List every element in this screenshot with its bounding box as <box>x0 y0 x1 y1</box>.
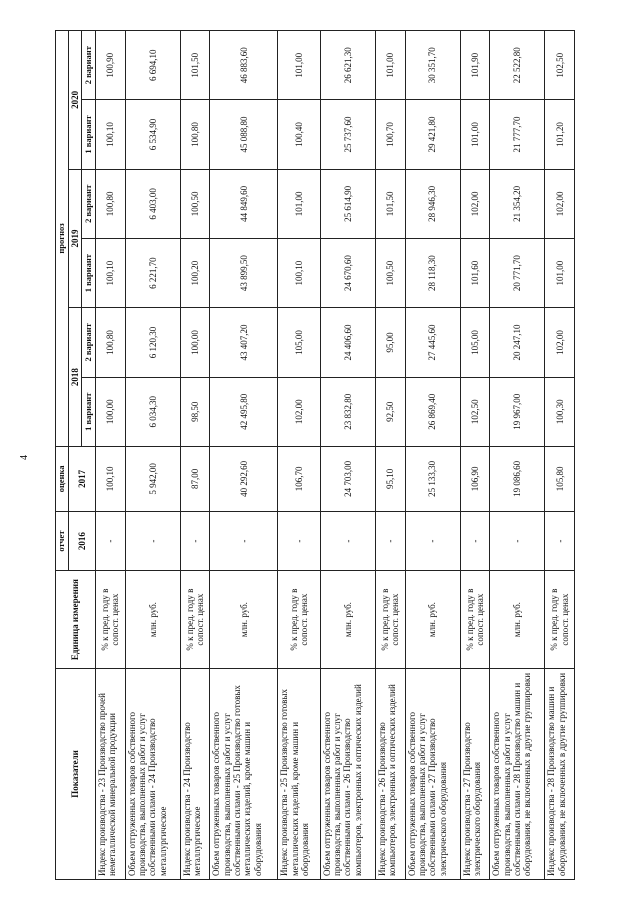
value-cell: 30 351,70 <box>405 31 460 100</box>
table-row <box>278 31 320 880</box>
value-cell: 100,40 <box>278 100 320 169</box>
table-row <box>545 31 575 880</box>
value-cell: 98,50 <box>180 377 209 446</box>
value-cell: 43 899,50 <box>210 238 278 307</box>
value-cell: 100,50 <box>180 169 209 238</box>
indicator-header: Показатели <box>56 668 96 879</box>
value-cell: 22 522,80 <box>490 31 545 100</box>
value-cell: 28 946,30 <box>405 169 460 238</box>
indicator-cell: Индекс производства - 23 Производство прочей неметаллической минеральной продукции <box>96 668 125 879</box>
value-cell: - <box>320 511 375 571</box>
variant-2-header: 2 вариант <box>82 169 96 238</box>
table-row <box>320 31 375 880</box>
value-cell: 102,50 <box>545 31 575 100</box>
indicator-cell: Индекс производства - 24 Производство металлургическое <box>180 668 209 879</box>
value-cell: 6 120,30 <box>125 308 180 377</box>
unit-cell: % к пред. году в сопост. ценах <box>180 571 209 668</box>
value-cell: 102,00 <box>545 308 575 377</box>
value-cell: 23 832,80 <box>320 377 375 446</box>
value-cell: 95,00 <box>376 308 405 377</box>
value-cell: 20 247,10 <box>490 308 545 377</box>
variant-2-header: 2 вариант <box>82 308 96 377</box>
unit-cell: млн. руб. <box>320 571 375 668</box>
value-cell: - <box>180 511 209 571</box>
value-cell: - <box>376 511 405 571</box>
value-cell: 100,70 <box>376 100 405 169</box>
value-cell: 92,50 <box>376 377 405 446</box>
value-cell: 102,00 <box>460 169 489 238</box>
unit-cell: млн. руб. <box>125 571 180 668</box>
value-cell: 105,00 <box>278 308 320 377</box>
value-cell: 101,50 <box>376 169 405 238</box>
indicator-cell: Объем отгруженных товаров собственного производства, выполненных работ и услуг собственными силами - 28 Производство машин и оборудования, не включенных в другие группировки <box>490 668 545 879</box>
value-cell: 6 694,10 <box>125 31 180 100</box>
unit-header: Единица измерения <box>56 571 96 668</box>
value-cell: 42 495,80 <box>210 377 278 446</box>
value-cell: 6 534,90 <box>125 100 180 169</box>
value-cell: 101,00 <box>545 238 575 307</box>
value-cell: - <box>96 511 125 571</box>
indicator-cell: Объем отгруженных товаров собственного производства, выполненных работ и услуг собственными силами - 24 Производство металлургическое <box>125 668 180 879</box>
table-body <box>96 31 575 880</box>
value-cell: 100,50 <box>376 238 405 307</box>
indicator-cell: Индекс производства - 26 Производство компьютеров, электронных и оптических изделий <box>376 668 405 879</box>
unit-cell: млн. руб. <box>210 571 278 668</box>
variant-1-header: 1 вариант <box>82 377 96 446</box>
value-cell: 100,10 <box>278 238 320 307</box>
value-cell: - <box>460 511 489 571</box>
value-cell: 101,00 <box>278 31 320 100</box>
value-cell: - <box>210 511 278 571</box>
value-cell: 43 407,20 <box>210 308 278 377</box>
value-cell: 27 445,60 <box>405 308 460 377</box>
value-cell: 21 777,70 <box>490 100 545 169</box>
value-cell: 46 883,60 <box>210 31 278 100</box>
value-cell: 100,30 <box>545 377 575 446</box>
value-cell: 6 403,00 <box>125 169 180 238</box>
value-cell: 19 086,60 <box>490 446 545 511</box>
value-cell: 87,00 <box>180 446 209 511</box>
value-cell: 100,20 <box>180 238 209 307</box>
value-cell: 102,50 <box>460 377 489 446</box>
unit-cell: % к пред. году в сопост. ценах <box>278 571 320 668</box>
variant-1-header: 1 вариант <box>82 100 96 169</box>
table-row <box>405 31 460 880</box>
indicator-cell: Индекс производства - 28 Производство машин и оборудования, не включенных в другие группировки <box>545 668 575 879</box>
value-cell: 6 221,70 <box>125 238 180 307</box>
value-cell: 6 034,30 <box>125 377 180 446</box>
value-cell: 102,00 <box>278 377 320 446</box>
unit-cell: млн. руб. <box>405 571 460 668</box>
value-cell: 106,90 <box>460 446 489 511</box>
forecast-table <box>55 30 575 880</box>
value-cell: - <box>545 511 575 571</box>
table-row <box>96 31 125 880</box>
value-cell: 100,80 <box>180 100 209 169</box>
indicator-cell: Объем отгруженных товаров собственного производства, выполненных работ и услуг собственными силами - 26 Производство компьютеров, электронных и оптических изделий <box>320 668 375 879</box>
value-cell: 29 421,80 <box>405 100 460 169</box>
value-cell: 40 292,60 <box>210 446 278 511</box>
table-row <box>180 31 209 880</box>
variant-1-header: 1 вариант <box>82 238 96 307</box>
value-cell: 105,00 <box>460 308 489 377</box>
value-cell: - <box>405 511 460 571</box>
value-cell: - <box>125 511 180 571</box>
value-cell: 21 354,20 <box>490 169 545 238</box>
value-cell: 105,80 <box>545 446 575 511</box>
year-2018-header: 2018 <box>68 308 81 447</box>
year-2016-header: 2016 <box>68 511 95 571</box>
value-cell: 101,20 <box>545 100 575 169</box>
value-cell: 100,90 <box>96 31 125 100</box>
table-row <box>490 31 545 880</box>
unit-cell: % к пред. году в сопост. ценах <box>545 571 575 668</box>
value-cell: 24 670,60 <box>320 238 375 307</box>
unit-cell: млн. руб. <box>490 571 545 668</box>
value-cell: 45 088,80 <box>210 100 278 169</box>
estimate-header: оценка <box>56 446 69 511</box>
value-cell: 101,90 <box>460 31 489 100</box>
value-cell: 100,00 <box>96 377 125 446</box>
value-cell: 100,10 <box>96 100 125 169</box>
forecast-header: прогноз <box>56 31 69 447</box>
value-cell: 26 869,40 <box>405 377 460 446</box>
page-number: 4 <box>19 455 30 460</box>
table-header <box>56 31 96 880</box>
indicator-cell: Индекс производства - 25 Производство готовых металлических изделий, кроме машин и оборудования <box>278 668 320 879</box>
table-row <box>210 31 278 880</box>
value-cell: 19 967,00 <box>490 377 545 446</box>
table-row <box>376 31 405 880</box>
year-2020-header: 2020 <box>68 31 81 170</box>
value-cell: 100,00 <box>180 308 209 377</box>
value-cell: 5 942,00 <box>125 446 180 511</box>
value-cell: - <box>278 511 320 571</box>
value-cell: 25 614,90 <box>320 169 375 238</box>
value-cell: 101,00 <box>376 31 405 100</box>
value-cell: 28 118,30 <box>405 238 460 307</box>
value-cell: 24 406,60 <box>320 308 375 377</box>
year-2017-header: 2017 <box>68 446 95 511</box>
value-cell: 106,70 <box>278 446 320 511</box>
value-cell: 101,50 <box>180 31 209 100</box>
value-cell: 26 621,30 <box>320 31 375 100</box>
value-cell: 100,10 <box>96 446 125 511</box>
unit-cell: % к пред. году в сопост. ценах <box>460 571 489 668</box>
value-cell: 101,00 <box>460 100 489 169</box>
table-row <box>125 31 180 880</box>
report-header: отчет <box>56 511 69 571</box>
indicator-cell: Объем отгруженных товаров собственного производства, выполненных работ и услуг собственными силами - 27 Производство электрического оборудования <box>405 668 460 879</box>
value-cell: 25 133,30 <box>405 446 460 511</box>
table-row <box>460 31 489 880</box>
value-cell: 95,10 <box>376 446 405 511</box>
value-cell: 101,00 <box>278 169 320 238</box>
value-cell: 101,60 <box>460 238 489 307</box>
value-cell: 20 771,70 <box>490 238 545 307</box>
value-cell: 100,80 <box>96 308 125 377</box>
year-2019-header: 2019 <box>68 169 81 308</box>
indicator-cell: Индекс производства - 27 Производство электрического оборудования <box>460 668 489 879</box>
value-cell: 100,80 <box>96 169 125 238</box>
indicator-cell: Объем отгруженных товаров собственного производства, выполненных работ и услуг собственными силами - 25 Производство готовых металлических изделий, кроме машин и оборудования <box>210 668 278 879</box>
value-cell: 25 737,60 <box>320 100 375 169</box>
unit-cell: % к пред. году в сопост. ценах <box>376 571 405 668</box>
value-cell: 100,10 <box>96 238 125 307</box>
value-cell: 24 703,00 <box>320 446 375 511</box>
value-cell: 44 849,60 <box>210 169 278 238</box>
value-cell: 102,00 <box>545 169 575 238</box>
value-cell: - <box>490 511 545 571</box>
unit-cell: % к пред. году в сопост. ценах <box>96 571 125 668</box>
rotated-table-container <box>55 30 575 880</box>
variant-2-header: 2 вариант <box>82 31 96 100</box>
